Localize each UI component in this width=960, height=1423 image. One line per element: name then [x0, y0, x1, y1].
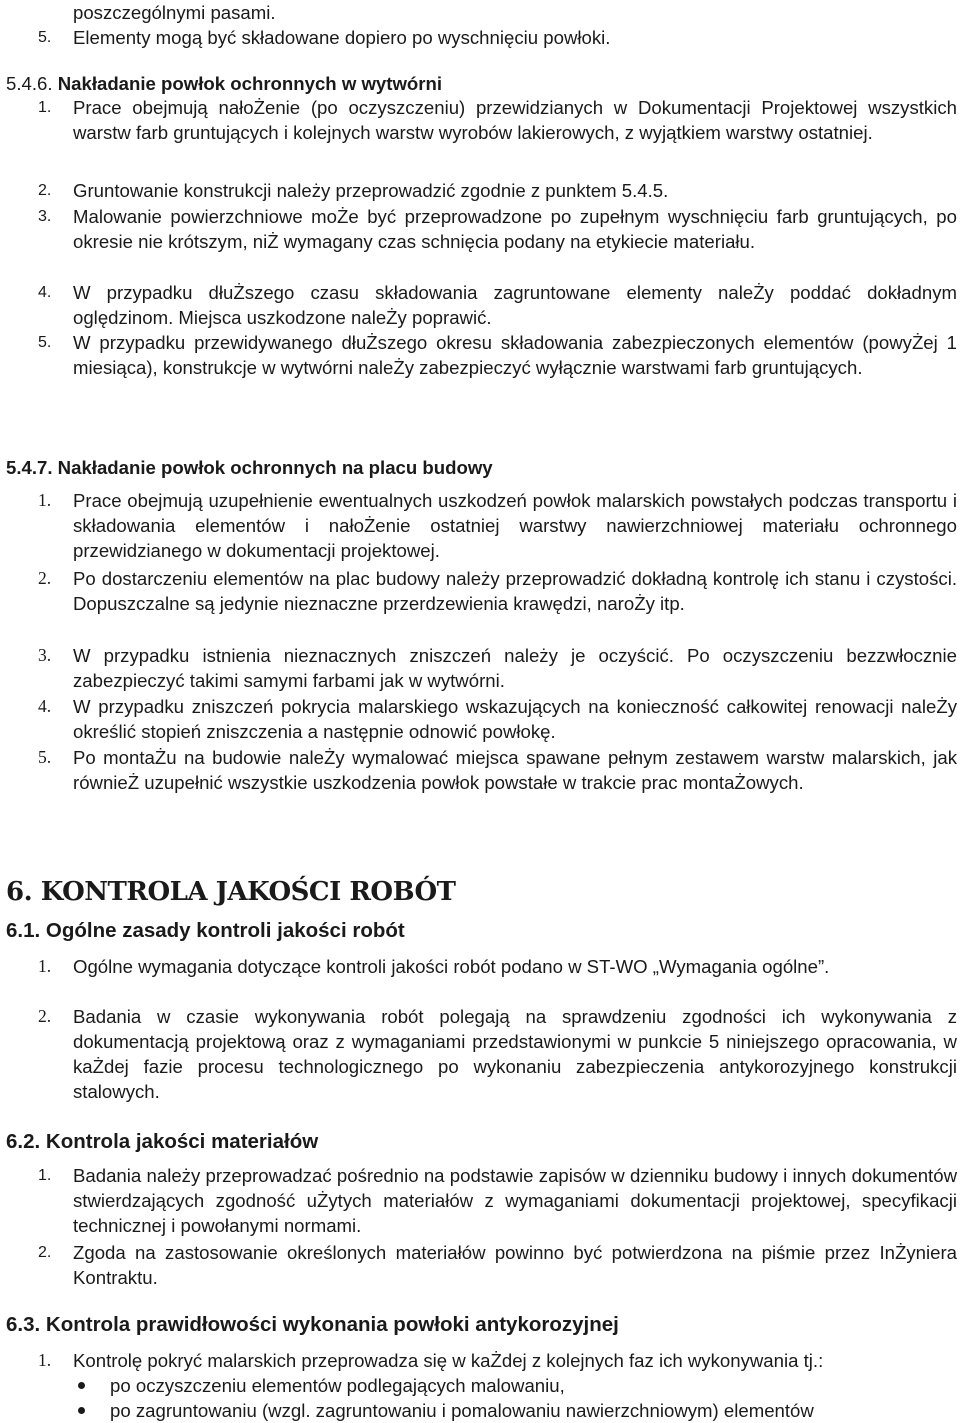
- list-item: [0, 204, 960, 254]
- list-number: 5.: [38, 747, 52, 767]
- list-item: [0, 280, 960, 330]
- list-item: [0, 178, 960, 203]
- list-number: 1.: [38, 490, 52, 510]
- list-text: Elementy mogą być składowane dopiero po wyschnięciu powłoki.: [73, 27, 611, 48]
- list-item: [0, 643, 960, 693]
- list-number: 4.: [38, 284, 52, 301]
- subsection-heading-62: 6.2. Kontrola jakości materiałów: [6, 1130, 319, 1153]
- list-item: [0, 1348, 960, 1373]
- list-item: [0, 745, 960, 795]
- section-heading-547: 5.4.7. Nakładanie powłok ochronnych na placu budowy: [6, 457, 493, 478]
- list-item: [0, 1240, 960, 1290]
- list-text: W przypadku przewidywanego dłuŻszego okresu składowania zabezpieczonych elementów (powyŻej 1 miesiąca), konstrukcje w wytwórni naleŻy zabezpieczyć wyłącznie warstwami farb gruntujących.: [73, 332, 957, 378]
- list-item: [0, 25, 960, 50]
- list-text: Zgoda na zastosowanie określonych materiałów powinno być potwierdzona na piśmie przez InŻyniera Kontraktu.: [73, 1242, 957, 1288]
- list-text: Ogólne wymagania dotyczące kontroli jakości robót podano w ST-WO „Wymagania ogólne”.: [73, 956, 830, 977]
- list-text: Prace obejmują uzupełnienie ewentualnych uszkodzeń powłok malarskich powstałych podczas transportu i składowania elementów i nałoŻenie ostatniej warstwy nawierzchniowej materiału ochronnego przewidzianego w dokumentacji projektowej.: [73, 490, 957, 561]
- list-item: [0, 566, 960, 616]
- list-item: [0, 488, 960, 563]
- list-text: Prace obejmują nałoŻenie (po oczyszczeniu) przewidzianych w Dokumentacji Projektowej wszystkich warstw farb gruntujących i kolejnych warstw wyrobów lakierowych, z wyjątkiem warstwy ostatniej.: [73, 97, 957, 143]
- bullet-item: [0, 1373, 957, 1398]
- bullet-text: po zagruntowaniu (wzgl. zagruntowaniu i pomalowaniu nawierzchniowym) elementów: [110, 1400, 814, 1421]
- list-text: W przypadku zniszczeń pokrycia malarskiego wskazujących na konieczność całkowitej renowacji naleŻy określić stopień zniszczenia a następnie odnowić powłokę.: [73, 696, 957, 742]
- list-number: 4.: [38, 696, 52, 716]
- section-heading-546: [0, 71, 906, 96]
- bullet-dot-icon: [78, 1382, 85, 1389]
- list-item: [0, 954, 960, 979]
- list-text: Gruntowanie konstrukcji należy przeprowadzić zgodnie z punktem 5.4.5.: [73, 180, 669, 201]
- bullet-item: [0, 1398, 957, 1423]
- bullet-text: po oczyszczeniu elementów podlegających malowaniu,: [110, 1375, 565, 1396]
- heading-number: 5.4.6.: [6, 73, 53, 94]
- list-number: 5.: [38, 29, 52, 46]
- list-number: 3.: [38, 645, 52, 665]
- list-number: 3.: [38, 208, 52, 225]
- continuation-text: poszczególnymi pasami.: [73, 2, 276, 23]
- chapter-heading: 6. KONTROLA JAKOŚCI ROBÓT: [6, 877, 456, 907]
- list-item: [0, 330, 960, 380]
- list-text: Badania w czasie wykonywania robót polegają na sprawdzeniu zgodności ich wykonywania z dokumentacją projektową oraz z wymaganiami przedstawionymi w punkcie 5 niniejszego opracowania, w kaŻdej fazie procesu technologicznego po wykonaniu zabezpieczenia antykorozyjnego konstrukcji stalowych.: [73, 1006, 957, 1102]
- list-number: 1.: [38, 1350, 52, 1370]
- list-text: Kontrolę pokryć malarskich przeprowadza się w kaŻdej z kolejnych faz ich wykonywania tj.:: [73, 1350, 824, 1371]
- list-text: W przypadku istnienia nieznacznych zniszczeń należy je oczyścić. Po oczyszczeniu bezzwłocznie zabezpieczyć takimi samymi farbami jak w wytwórni.: [73, 645, 957, 691]
- list-text: Po montaŻu na budowie naleŻy wymalować miejsca spawane pełnym zestawem warstw malarskich, jak równieŻ uzupełnić wszystkie uszkodzenia powłok powstałe w trakcie prac montaŻowych.: [73, 747, 957, 793]
- list-item: [0, 1163, 960, 1238]
- list-number: 2.: [38, 182, 52, 199]
- list-number: 1.: [38, 1167, 52, 1184]
- list-text: W przypadku dłuŻszego czasu składowania zagruntowane elementy naleŻy poddać dokładnym oględzinom. Miejsca uszkodzone naleŻy poprawić.: [73, 282, 957, 328]
- list-number: 2.: [38, 1244, 52, 1261]
- list-item: [0, 694, 960, 744]
- list-number: 2.: [38, 1006, 52, 1026]
- list-item: [0, 1004, 960, 1104]
- bullet-dot-icon: [78, 1407, 85, 1414]
- subsection-heading-61: 6.1. Ogólne zasady kontroli jakości robót: [6, 919, 405, 942]
- subsection-heading-63: 6.3. Kontrola prawidłowości wykonania powłoki antykorozyjnej: [6, 1313, 619, 1336]
- list-number: 5.: [38, 334, 52, 351]
- heading-text: Nakładanie powłok ochronnych w wytwórni: [57, 73, 443, 94]
- list-text: Badania należy przeprowadzać pośrednio na podstawie zapisów w dzienniku budowy i innych dokumentów stwierdzających zgodność uŻytych materiałów z wymaganiami dokumentacji projektowej, specyfikacji technicznej i powołanymi normami.: [73, 1165, 957, 1236]
- list-text: Malowanie powierzchniowe moŻe być przeprowadzone po zupełnym wyschnięciu farb gruntujących, po okresie nie krótszym, niŻ wymagany czas schnięcia podany na etykiecie materiału.: [73, 206, 957, 252]
- list-text: Po dostarczeniu elementów na plac budowy należy przeprowadzić dokładną kontrolę ich stanu i czystości. Dopuszczalne są jedynie nieznaczne przerdzewienia krawędzi, naroŻy itp.: [73, 568, 957, 614]
- list-number: 1.: [38, 956, 52, 976]
- list-number: 2.: [38, 568, 52, 588]
- list-number: 1.: [38, 99, 52, 116]
- list-item: [0, 95, 960, 145]
